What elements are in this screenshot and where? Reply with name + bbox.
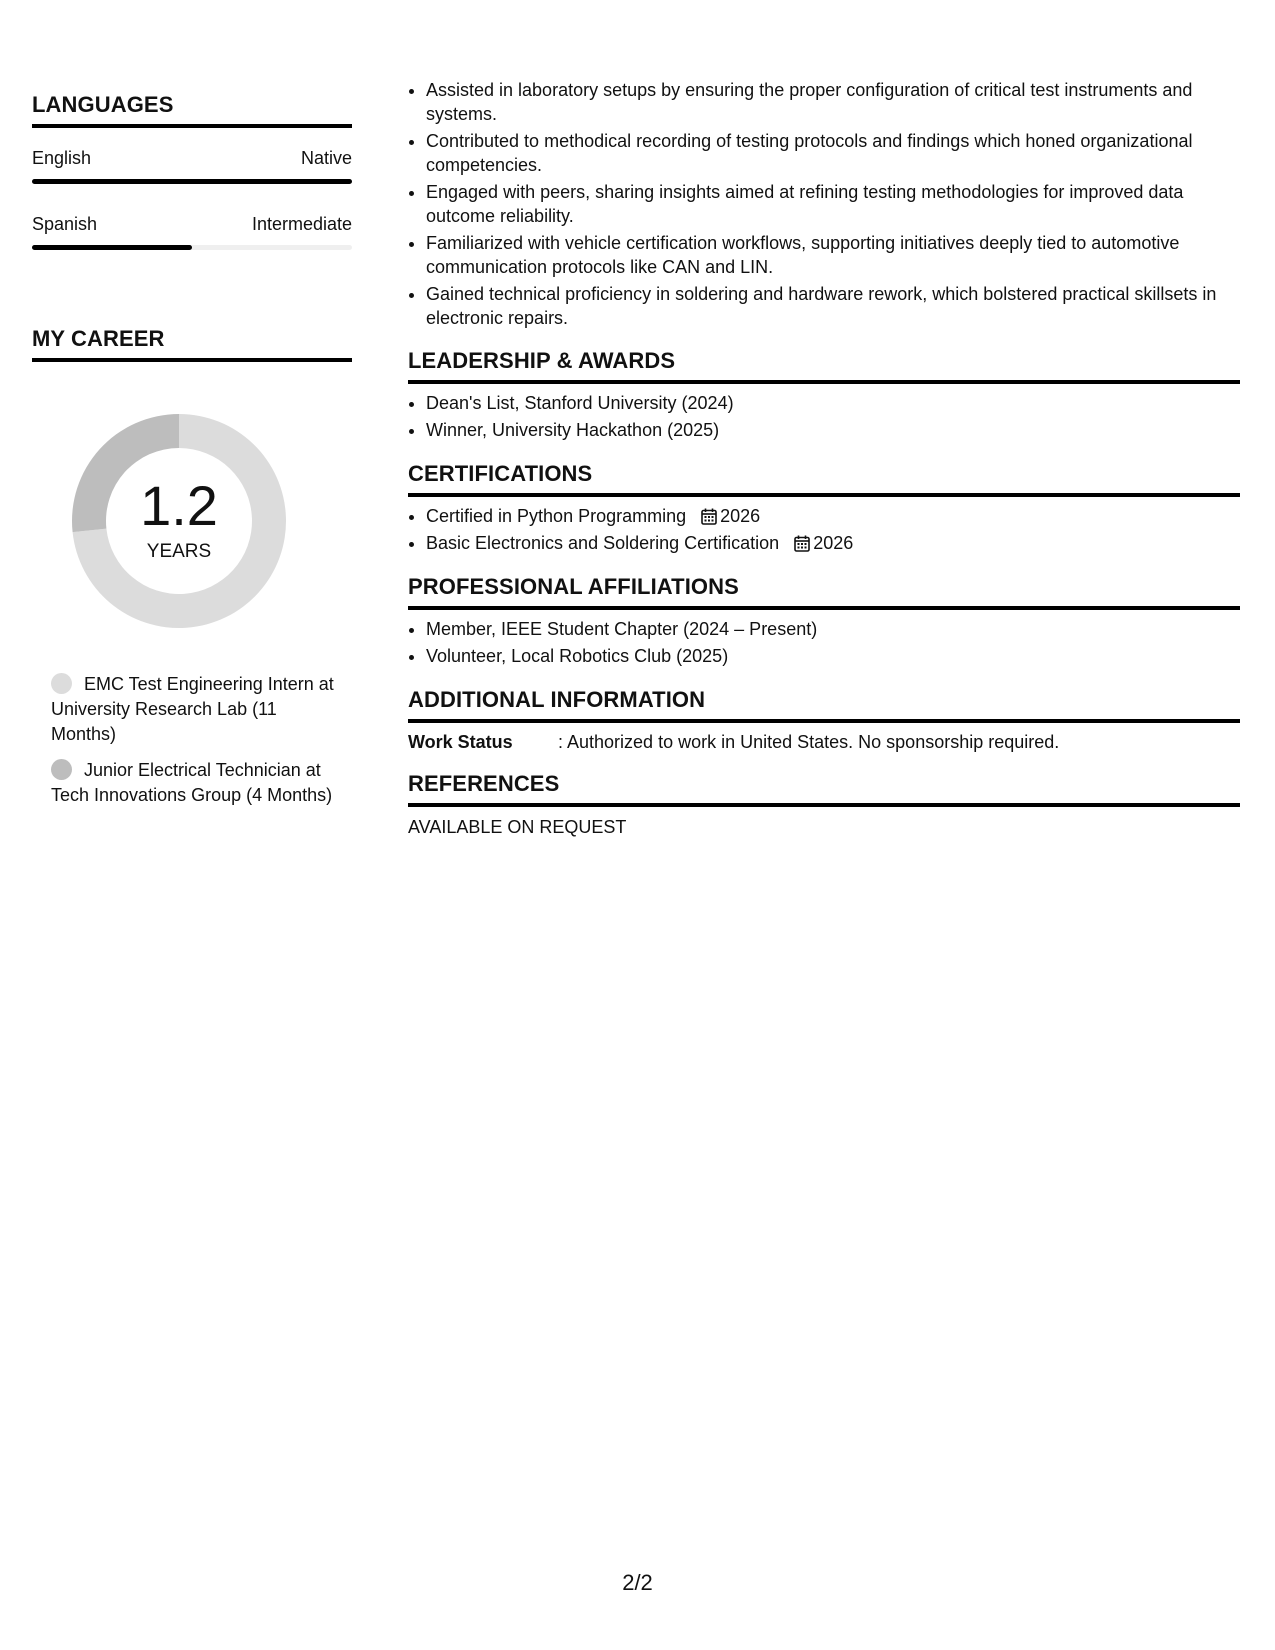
references-section [408, 771, 1240, 838]
certifications-heading: CERTIFICATIONS [408, 461, 1240, 497]
work-status-label: Work Status [408, 732, 513, 752]
experience-bullet: • Contributed to methodical recording of testing protocols and findings which honed organizational competencies. [426, 129, 1240, 177]
additional-info-section [408, 687, 1240, 753]
career-heading: MY CAREER [32, 326, 352, 362]
main-content [408, 78, 1240, 838]
calendar-icon [701, 508, 717, 525]
certification-year: 2026 [813, 533, 854, 553]
certification-name: Certified in Python Programming [426, 506, 687, 526]
language-level: Intermediate [251, 214, 352, 234]
experience-bullet: • Gained technical proficiency in soldering and hardware rework, which bolstered practical skillsets in electronic repairs. [426, 282, 1240, 330]
career-section [32, 326, 352, 808]
languages-heading: LANGUAGES [32, 92, 352, 128]
affiliation-item: • Volunteer, Local Robotics Club (2025) [426, 644, 1240, 669]
language-proficiency-bar [32, 245, 352, 250]
certification-year: 2026 [720, 506, 761, 526]
experience-bullet: • Assisted in laboratory setups by ensuring the proper configuration of critical test instruments and systems. [426, 78, 1240, 126]
language-name: Spanish [32, 214, 98, 234]
leadership-item: • Winner, University Hackathon (2025) [426, 418, 1240, 443]
experience-bullets [408, 78, 1240, 330]
affiliations-section [408, 574, 1240, 669]
affiliations-heading: PROFESSIONAL AFFILIATIONS [408, 574, 1240, 610]
language-name: English [32, 148, 92, 168]
career-total-unit: YEARS [146, 541, 212, 562]
career-donut-chart [64, 406, 294, 636]
career-legend-item [51, 672, 341, 747]
page-number: 2/2 [622, 1570, 653, 1595]
career-legend [51, 672, 341, 808]
career-total-value: 1.2 [140, 474, 218, 537]
language-proficiency-bar [32, 179, 352, 184]
leadership-section [408, 348, 1240, 443]
work-status-value: : Authorized to work in United States. No sponsorship required. [558, 732, 1060, 752]
career-legend-item [51, 758, 341, 808]
language-proficiency-fill [32, 179, 352, 184]
references-heading: REFERENCES [408, 771, 1240, 807]
certification-item [426, 504, 1240, 529]
language-proficiency-fill [32, 245, 192, 250]
language-level: Native [300, 148, 352, 168]
additional-info-heading: ADDITIONAL INFORMATION [408, 687, 1240, 723]
certification-name: Basic Electronics and Soldering Certification [426, 533, 780, 553]
sidebar [32, 92, 352, 819]
career-legend-label: Junior Electrical Technician at Tech Innovations Group (4 Months) [51, 760, 333, 805]
experience-bullet: • Familiarized with vehicle certification workflows, supporting initiatives deeply tied to automotive communication protocols like CAN and LIN. [426, 231, 1240, 279]
career-legend-label: EMC Test Engineering Intern at University Research Lab (11 Months) [51, 674, 334, 744]
language-item-english [32, 148, 352, 184]
calendar-icon [794, 535, 810, 552]
affiliation-item: • Member, IEEE Student Chapter (2024 – Present) [426, 617, 1240, 642]
legend-dot [51, 759, 72, 780]
language-item-spanish [32, 214, 352, 250]
certifications-section [408, 461, 1240, 556]
certification-item [426, 531, 1240, 556]
experience-bullet: • Engaged with peers, sharing insights aimed at refining testing methodologies for improved data outcome reliability. [426, 180, 1240, 228]
leadership-heading: LEADERSHIP & AWARDS [408, 348, 1240, 384]
work-status-row [408, 732, 1240, 753]
leadership-item: • Dean's List, Stanford University (2024) [426, 391, 1240, 416]
legend-dot [51, 673, 72, 694]
references-text: AVAILABLE ON REQUEST [408, 817, 627, 837]
